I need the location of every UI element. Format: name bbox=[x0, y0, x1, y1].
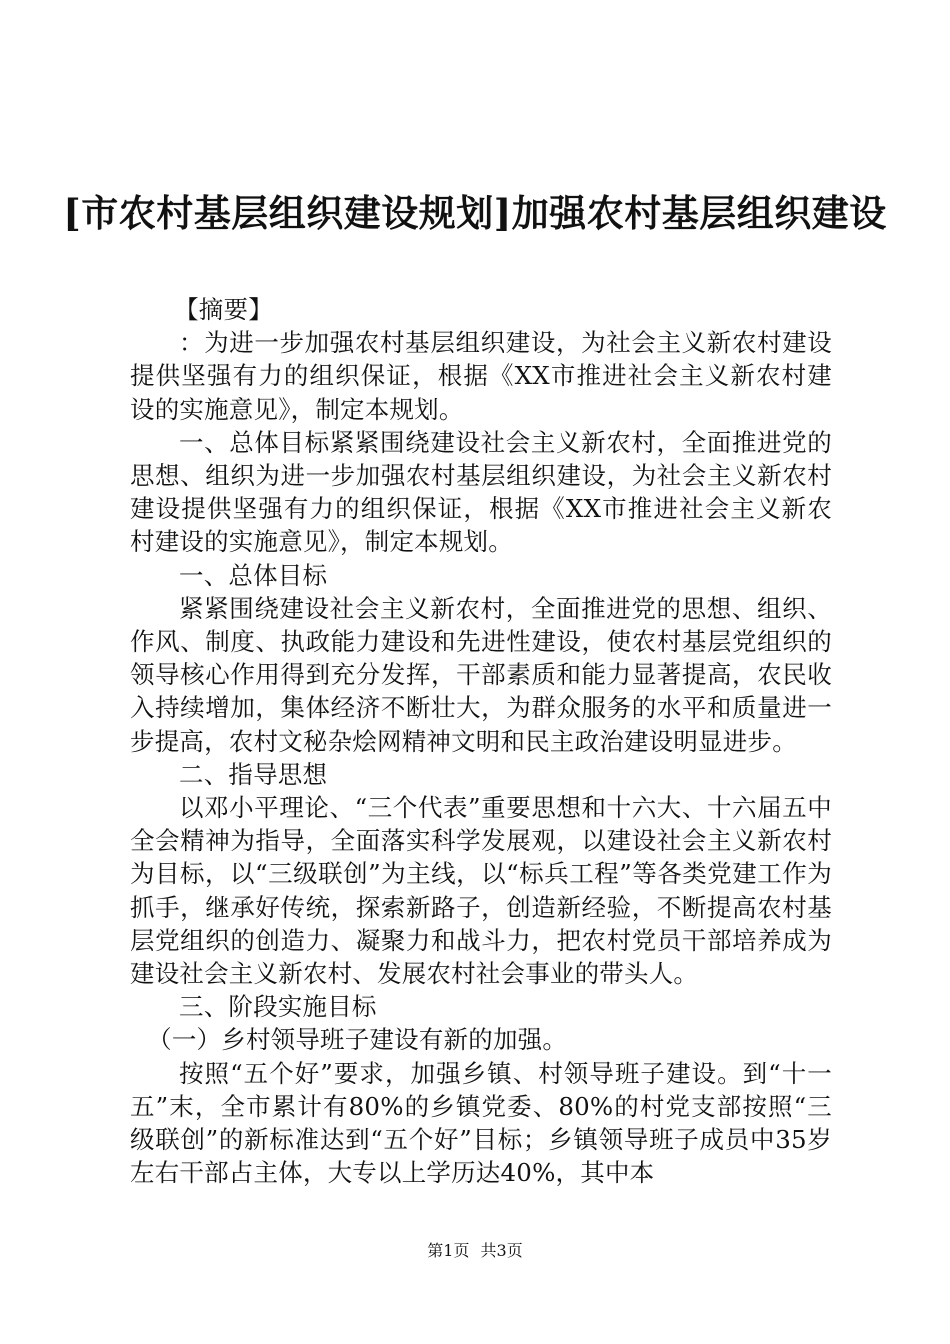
abstract-label: 【摘要】 bbox=[174, 295, 273, 324]
page-number: 第1页 bbox=[427, 1241, 470, 1260]
subsection-heading-leadership: （一）乡村领导班子建设有新的加强。 bbox=[147, 1025, 568, 1055]
paragraph-abstract: ：为进一步加强农村基层组织建设，为社会主义新农村建设提供坚强有力的组织保证，根据《XX市推进社会主义新农村建设的实施意见》，制定本规划。 bbox=[130, 328, 832, 424]
paragraph-intro: 一、总体目标紧紧围绕建设社会主义新农村，全面推进党的思想、组织为进一步加强农村基层组织建设，为社会主义新农村建设提供坚强有力的组织保证，根据《XX市推进社会主义新农村建设的实施意见》，制定本规划。 bbox=[130, 427, 832, 557]
page-total: 共3页 bbox=[480, 1241, 523, 1260]
section-heading-goals: 一、总体目标 bbox=[179, 560, 328, 590]
section-heading-guiding-ideas: 二、指导思想 bbox=[179, 759, 328, 789]
paragraph-leadership: 按照“五个好”要求，加强乡镇、村领导班子建设。到“十一五”末，全市累计有80%的乡镇党委、80%的村党支部按照“三级联创”的新标准达到“五个好”目标；乡镇领导班子成员中35岁左右干部占主体，大专以上学历达40%，其中本 bbox=[130, 1058, 832, 1188]
document-body bbox=[130, 293, 832, 1189]
section-heading-phase-goals: 三、阶段实施目标 bbox=[179, 992, 377, 1022]
paragraph-goals: 紧紧围绕建设社会主义新农村，全面推进党的思想、组织、作风、制度、执政能力建设和先进性建设，使农村基层党组织的领导核心作用得到充分发挥，干部素质和能力显著提高，农民收入持续增加，集体经济不断壮大，为群众服务的水平和质量进一步提高，农村文秘杂烩网精神文明和民主政治建设明显进步。 bbox=[130, 593, 832, 756]
paragraph-guiding-ideas: 以邓小平理论、“三个代表”重要思想和十六大、十六届五中全会精神为指导，全面落实科学发展观，以建设社会主义新农村为目标，以“三级联创”为主线，以“标兵工程”等各类党建工作为抓手，继承好传统，探索新路子，创造新经验，不断提高农村基层党组织的创造力、凝聚力和战斗力，把农村党员干部培养成为建设社会主义新农村、发展农村社会事业的带头人。 bbox=[130, 793, 832, 989]
document-title: [市农村基层组织建设规划]加强农村基层组织建设 bbox=[63, 191, 887, 235]
page-footer bbox=[0, 1240, 950, 1262]
